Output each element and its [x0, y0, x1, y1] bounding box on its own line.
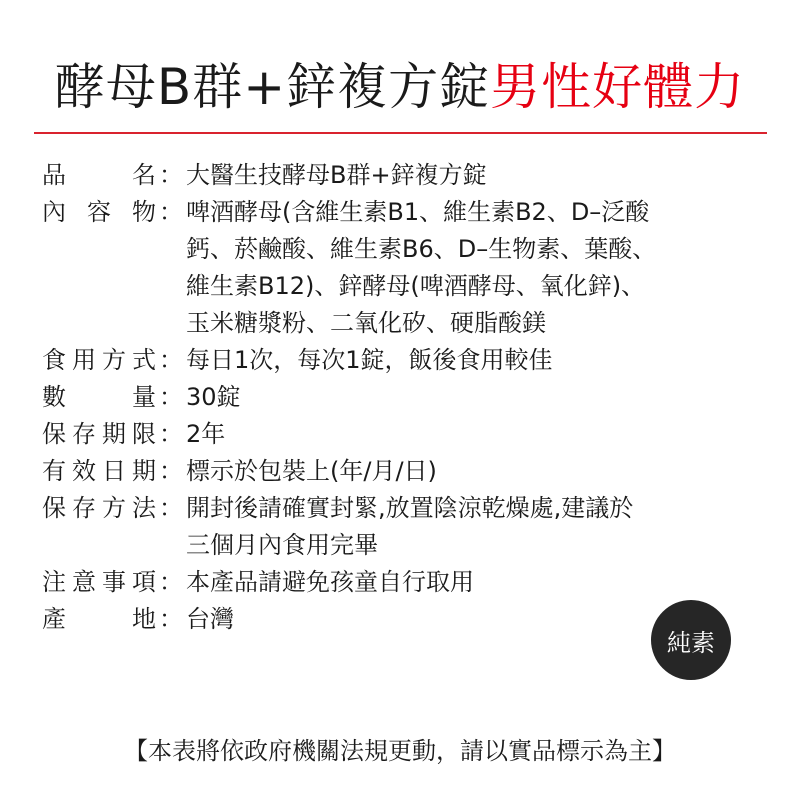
spec-row [42, 342, 772, 379]
spec-label: 食 用 方 式 [42, 346, 156, 374]
spec-label: 保 存 期 限 [42, 420, 156, 448]
spec-label: 品 名 [42, 161, 156, 189]
page-title [0, 50, 800, 124]
spec-value-line: 台灣 [186, 605, 234, 633]
spec-row [42, 416, 772, 453]
spec-colon: ： [159, 605, 183, 633]
spec-colon: ： [159, 161, 183, 189]
spec-row [42, 490, 772, 564]
spec-value-line: 30錠 [186, 383, 241, 411]
spec-value-line: 維生素B12)、鋅酵母(啤酒酵母、氧化鋅)、 [186, 272, 646, 300]
spec-value [186, 416, 772, 453]
spec-label: 內 容 物 [42, 198, 156, 226]
spec-value [186, 453, 772, 490]
vegan-badge: 純素 [651, 600, 731, 680]
title-divider [34, 132, 767, 134]
spec-colon: ： [159, 457, 183, 485]
spec-colon: ： [159, 346, 183, 374]
spec-value [186, 194, 772, 342]
spec-colon: ： [159, 494, 183, 522]
spec-value-line: 開封後請確實封緊,放置陰涼乾燥處,建議於 [186, 494, 634, 522]
spec-label: 有 效 日 期 [42, 457, 156, 485]
spec-row [42, 453, 772, 490]
spec-colon: ： [159, 568, 183, 596]
spec-value [186, 490, 772, 564]
footer-note: 【本表將依政府機關法規更動，請以實品標示為主】 [124, 737, 676, 765]
spec-value-line: 每日1次，每次1錠，飯後食用較佳 [186, 346, 553, 374]
spec-row [42, 379, 772, 416]
spec-value-line: 鈣、菸鹼酸、維生素B6、D–生物素、葉酸、 [186, 235, 657, 263]
spec-value [186, 342, 772, 379]
spec-value-line: 本產品請避免孩童自行取用 [186, 568, 474, 596]
spec-label: 產 地 [42, 605, 156, 633]
spec-value [186, 157, 772, 194]
spec-value-line: 三個月內食用完畢 [186, 531, 378, 559]
spec-label: 注 意 事 項 [42, 568, 156, 596]
spec-row [42, 564, 772, 601]
spec-label: 保 存 方 法 [42, 494, 156, 522]
spec-label: 數 量 [42, 383, 156, 411]
spec-colon: ： [159, 198, 183, 226]
spec-value-line: 標示於包裝上(年/月/日) [186, 457, 437, 485]
spec-row [42, 157, 772, 194]
spec-value [186, 564, 772, 601]
spec-value-line: 大醫生技酵母B群+鋅複方錠 [186, 161, 487, 189]
title-main: 酵母B群+鋅複方錠 [54, 58, 491, 116]
spec-value-line: 2年 [186, 420, 226, 448]
spec-row [42, 194, 772, 342]
spec-value-line: 啤酒酵母(含維生素B1、維生素B2、D–泛酸 [186, 198, 650, 226]
spec-value [186, 379, 772, 416]
spec-colon: ： [159, 420, 183, 448]
spec-list [42, 157, 772, 638]
spec-value-line: 玉米糖漿粉、二氧化矽、硬脂酸鎂 [186, 309, 546, 337]
spec-colon: ： [159, 383, 183, 411]
title-accent: 男性好體力 [490, 58, 746, 116]
